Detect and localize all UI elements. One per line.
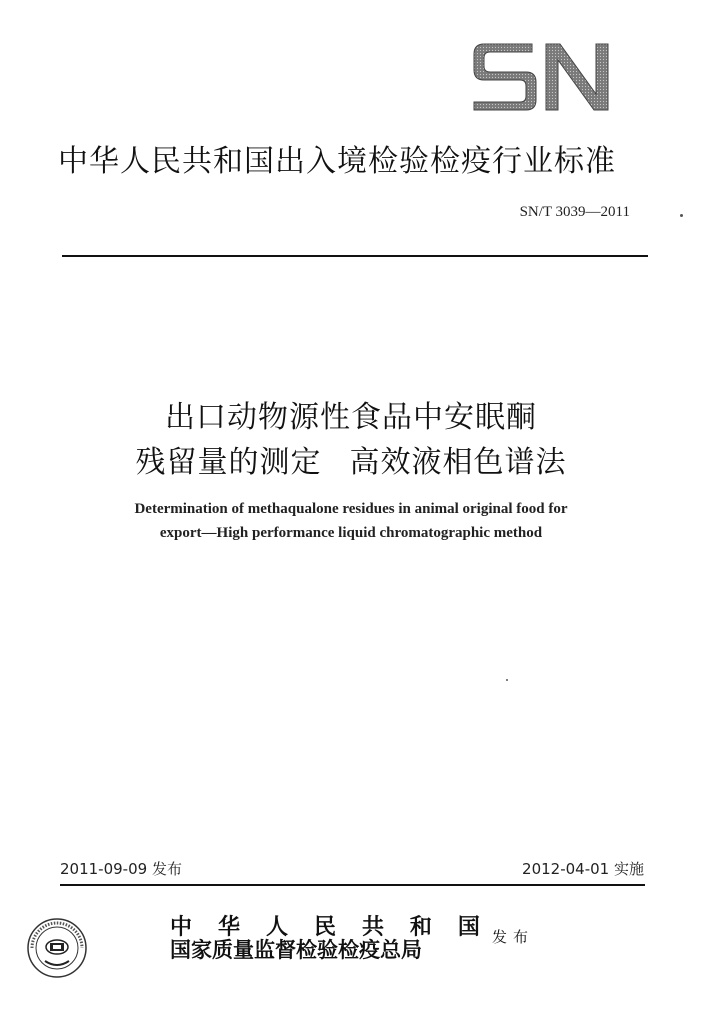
chinese-title-part-1: 残留量的测定 bbox=[135, 445, 322, 480]
issue-date: 2011-09-09 发布 bbox=[60, 860, 182, 878]
publisher-country-char: 中 bbox=[170, 914, 193, 940]
publisher-country-char: 人 bbox=[265, 914, 288, 940]
implementation-date: 2012-04-01 实施 bbox=[522, 860, 644, 878]
publisher-country-char: 民 bbox=[313, 914, 336, 940]
sn-logo bbox=[470, 40, 612, 112]
publisher-country-char: 国 bbox=[457, 914, 480, 940]
standard-number: SN/T 3039—2011 bbox=[519, 204, 630, 220]
publisher-country-char: 和 bbox=[409, 914, 432, 940]
standard-category-title: 中华人民共和国出入境检验检疫行业标准 bbox=[58, 144, 616, 179]
publisher-country-char: 华 bbox=[217, 914, 240, 940]
publisher-agency: 国家质量监督检验检疫总局 bbox=[170, 937, 422, 962]
publisher-country-char: 共 bbox=[361, 914, 384, 940]
bottom-divider bbox=[60, 884, 645, 886]
chinese-title-line-2 bbox=[0, 437, 702, 481]
chinese-title-part-2: 高效液相色谱法 bbox=[349, 445, 567, 480]
english-title-line-2: export—High performance liquid chromatographic method bbox=[159, 525, 543, 541]
top-divider bbox=[62, 255, 648, 257]
seal-icon bbox=[26, 917, 88, 979]
publisher-issue-label: 发布 bbox=[492, 928, 535, 946]
chinese-title-line-1: 出口动物源性食品中安眠酮 bbox=[165, 400, 537, 435]
scan-speck bbox=[506, 679, 508, 681]
scan-speck bbox=[680, 214, 683, 217]
english-title-line-1: Determination of methaqualone residues in animal original food for bbox=[134, 501, 568, 517]
